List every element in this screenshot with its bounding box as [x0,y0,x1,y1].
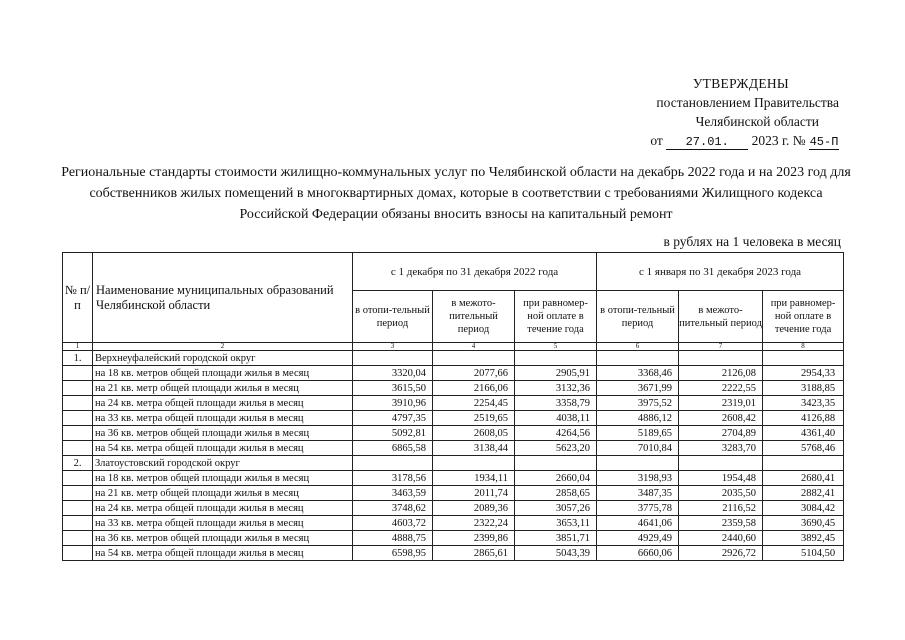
row-name: на 36 кв. метров общей площади жилья в месяц [93,531,353,546]
table-row [63,426,844,441]
table-row [63,471,844,486]
column-index: 7 [679,343,763,351]
group-row [63,351,844,366]
cell-value: 4886,12 [597,411,679,426]
column-index: 4 [433,343,515,351]
approval-number: 45-П [809,135,839,149]
cell-value: 3188,85 [763,381,844,396]
approval-region: Челябинской области [695,114,819,129]
cell-value: 3283,70 [679,441,763,456]
cell-value: 2440,60 [679,531,763,546]
cell-value: 2926,72 [679,546,763,561]
cell-value: 2608,42 [679,411,763,426]
cell-value: 3487,35 [597,486,679,501]
group-row [63,456,844,471]
header-heating-2023: в отопи-тельный период [597,291,679,343]
cell-value: 5189,65 [597,426,679,441]
table-row [63,396,844,411]
table-row [63,546,844,561]
approval-resolution: постановлением Правительства [656,95,839,110]
cell-value: 2858,65 [515,486,597,501]
cell-value: 4797,35 [353,411,433,426]
approval-heading: УТВЕРЖДЕНЫ [692,76,789,91]
cell-value: 3463,59 [353,486,433,501]
cell-value: 3084,42 [763,501,844,516]
row-name: на 24 кв. метра общей площади жилья в месяц [93,396,353,411]
column-index: 2 [93,343,353,351]
group-name: Златоустовский городской округ [93,456,353,471]
table-row [63,486,844,501]
cell-value: 1954,48 [679,471,763,486]
column-index: 6 [597,343,679,351]
cell-value: 2035,50 [679,486,763,501]
cell-value: 3892,45 [763,531,844,546]
header-period-2023: с 1 января по 31 декабря 2023 года [597,253,844,291]
cell-value: 2126,08 [679,366,763,381]
cell-value: 2660,04 [515,471,597,486]
row-name: на 21 кв. метр общей площади жилья в месяц [93,486,353,501]
row-name: на 21 кв. метр общей площади жилья в месяц [93,381,353,396]
cell-value: 3775,78 [597,501,679,516]
from-label: от [650,133,663,148]
cell-value: 3132,36 [515,381,597,396]
cell-value: 6865,58 [353,441,433,456]
table-row [63,366,844,381]
approval-date: 27.01. [666,135,748,150]
cell-value: 6660,06 [597,546,679,561]
cell-value: 2399,86 [433,531,515,546]
document-title: Региональные стандарты стоимости жилищно-коммунальных услуг по Челябинской области на декабрь 2022 года и на 2023 год для собственников жилых помещений в многоквартирных домах, которые в соответствии с требованиями Жилищного кодекса Российской Федерации обязаны вносить взносы на капитальный ремонт [61,165,851,222]
table-row [63,441,844,456]
cell-value: 3178,56 [353,471,433,486]
cell-value: 2166,06 [433,381,515,396]
table-row [63,381,844,396]
row-name: на 33 кв. метра общей площади жилья в месяц [93,411,353,426]
cell-value: 3615,50 [353,381,433,396]
cell-value: 2319,01 [679,396,763,411]
header-heating-2022: в отопи-тельный период [353,291,433,343]
table-row [63,411,844,426]
cell-value: 3358,79 [515,396,597,411]
cell-value: 4929,49 [597,531,679,546]
table-row [63,516,844,531]
cell-value: 4603,72 [353,516,433,531]
cell-value: 2882,41 [763,486,844,501]
approval-date-line [599,131,839,150]
cell-value: 2865,61 [433,546,515,561]
cell-value: 5104,50 [763,546,844,561]
row-name: на 54 кв. метра общей площади жилья в месяц [93,546,353,561]
standards-table [62,252,844,561]
cell-value: 2077,66 [433,366,515,381]
cell-value: 5092,81 [353,426,433,441]
header-period-2022: с 1 декабря по 31 декабря 2022 года [353,253,597,291]
column-index: 5 [515,343,597,351]
row-name: на 36 кв. метров общей площади жилья в месяц [93,426,353,441]
row-name: на 54 кв. метра общей площади жилья в месяц [93,441,353,456]
cell-value: 3423,35 [763,396,844,411]
cell-value: 2680,41 [763,471,844,486]
column-index: 8 [763,343,844,351]
cell-value: 2359,58 [679,516,763,531]
group-name: Верхнеуфалейский городской округ [93,351,353,366]
table-row [63,531,844,546]
column-index: 3 [353,343,433,351]
cell-value: 2519,65 [433,411,515,426]
cell-value: 3748,62 [353,501,433,516]
cell-value: 4126,88 [763,411,844,426]
cell-value: 4888,75 [353,531,433,546]
cell-value: 4264,56 [515,426,597,441]
cell-value: 2954,33 [763,366,844,381]
row-name: на 18 кв. метров общей площади жилья в месяц [93,366,353,381]
cell-value: 1934,11 [433,471,515,486]
header-num: № п/п [63,253,93,343]
approval-block [599,74,839,150]
cell-value: 3975,52 [597,396,679,411]
cell-value: 2322,24 [433,516,515,531]
cell-value: 6598,95 [353,546,433,561]
cell-value: 3198,93 [597,471,679,486]
cell-value: 2254,45 [433,396,515,411]
cell-value: 2116,52 [679,501,763,516]
column-index: 1 [63,343,93,351]
cell-value: 4038,11 [515,411,597,426]
header-nonheating-2023: в межото-пительный период [679,291,763,343]
cell-value: 3368,46 [597,366,679,381]
header-uniform-2022: при равномер-ной оплате в течение года [515,291,597,343]
cell-value: 5623,20 [515,441,597,456]
cell-value: 3320,04 [353,366,433,381]
row-name: на 33 кв. метра общей площади жилья в месяц [93,516,353,531]
year-label: 2023 г. № [751,133,806,148]
units-note: в рублях на 1 человека в месяц [663,234,841,249]
table-row [63,501,844,516]
header-name: Наименование муниципальных образований Челябинской области [93,253,353,343]
cell-value: 2011,74 [433,486,515,501]
cell-value: 2905,91 [515,366,597,381]
group-number: 2. [63,456,93,471]
cell-value: 3057,26 [515,501,597,516]
group-number: 1. [63,351,93,366]
cell-value: 3851,71 [515,531,597,546]
cell-value: 2089,36 [433,501,515,516]
cell-value: 3138,44 [433,441,515,456]
header-nonheating-2022: в межото-пительный период [433,291,515,343]
cell-value: 3690,45 [763,516,844,531]
cell-value: 7010,84 [597,441,679,456]
cell-value: 5043,39 [515,546,597,561]
row-name: на 24 кв. метра общей площади жилья в месяц [93,501,353,516]
cell-value: 3671,99 [597,381,679,396]
cell-value: 5768,46 [763,441,844,456]
cell-value: 2608,05 [433,426,515,441]
cell-value: 3910,96 [353,396,433,411]
cell-value: 4361,40 [763,426,844,441]
row-name: на 18 кв. метров общей площади жилья в месяц [93,471,353,486]
cell-value: 2222,55 [679,381,763,396]
cell-value: 2704,89 [679,426,763,441]
header-uniform-2023: при равномер-ной оплате в течение года [763,291,844,343]
cell-value: 3653,11 [515,516,597,531]
cell-value: 4641,06 [597,516,679,531]
column-index-row [63,343,844,351]
